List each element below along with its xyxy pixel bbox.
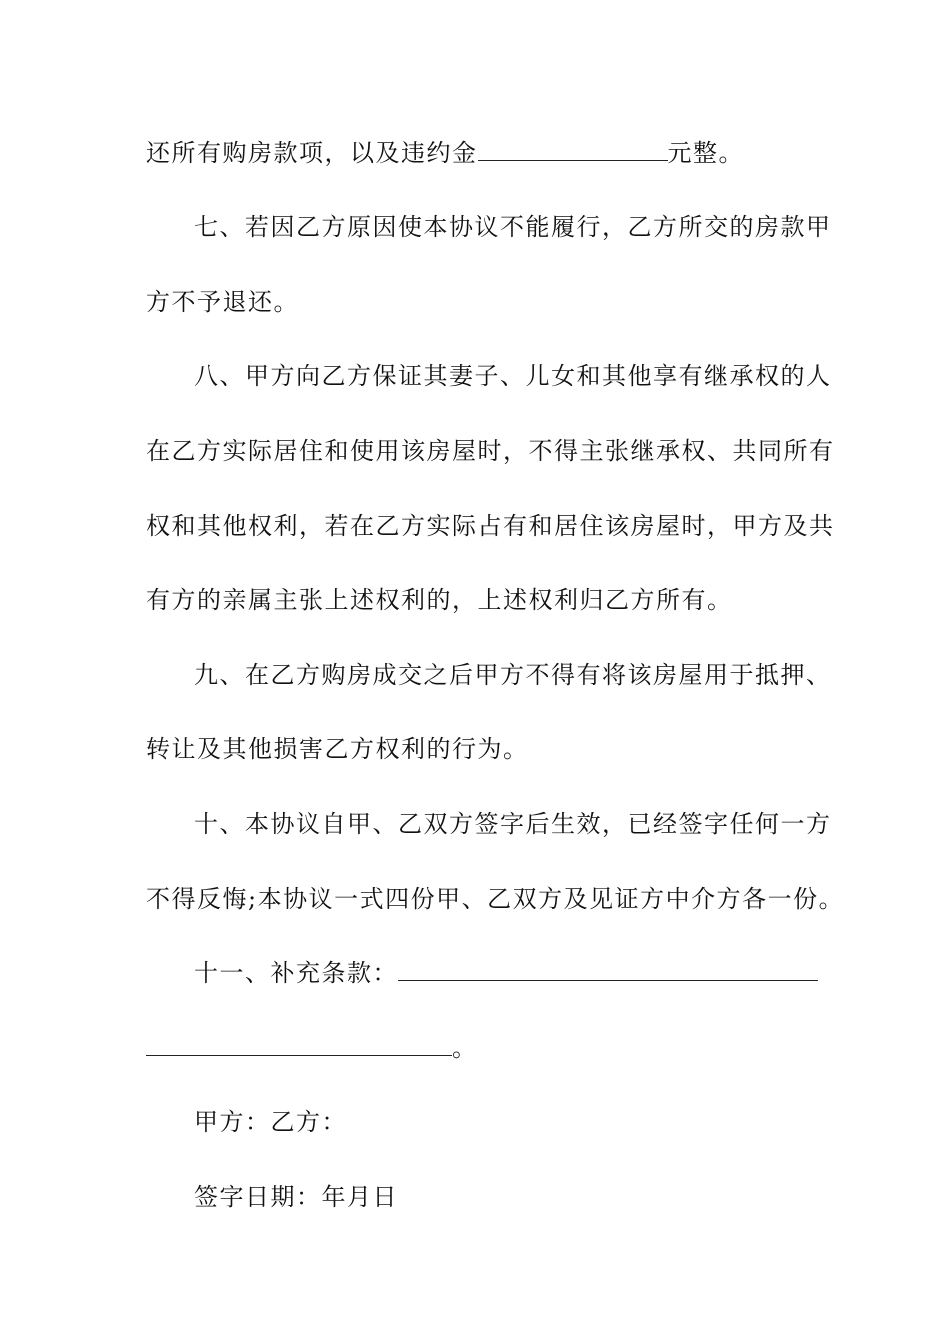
text-line: 权和其他权利，若在乙方实际占有和居住该房屋时，甲方及共 — [146, 512, 835, 540]
text-line: 不得反悔;本协议一式四份甲、乙双方及见证方中介方各一份。 — [146, 885, 845, 913]
text-line — [146, 1033, 478, 1063]
text-segment: 元整。 — [667, 139, 744, 167]
blank-underline — [478, 138, 668, 161]
clause-seven-line: 七、若因乙方原因使本协议不能履行，乙方所交的房款甲 — [194, 213, 832, 241]
clause-eleven-line — [194, 958, 818, 988]
text-segment: 十一、补充条款： — [194, 959, 398, 987]
clause-ten-line: 十、本协议自甲、乙双方签字后生效，已经签字任何一方 — [194, 810, 832, 838]
blank-underline — [146, 1033, 452, 1056]
clause-eight-line: 八、甲方向乙方保证其妻子、儿女和其他享有继承权的人 — [194, 362, 832, 390]
clause-nine-line: 九、在乙方购房成交之后甲方不得有将该房屋用于抵押、 — [194, 661, 832, 689]
text-line: 方不予退还。 — [146, 288, 299, 316]
text-line: 有方的亲属主张上述权利的，上述权利归乙方所有。 — [146, 586, 733, 614]
text-line — [146, 138, 744, 168]
text-line: 在乙方实际居住和使用该房屋时，不得主张继承权、共同所有 — [146, 437, 835, 465]
blank-underline — [398, 958, 818, 981]
text-line: 转让及其他损害乙方权利的行为。 — [146, 735, 529, 763]
signature-date-line: 签字日期：年月日 — [194, 1183, 398, 1211]
signature-parties-line: 甲方：乙方： — [194, 1108, 347, 1136]
text-segment: 。 — [452, 1034, 478, 1062]
text-segment: 还所有购房款项，以及违约金 — [146, 139, 478, 167]
